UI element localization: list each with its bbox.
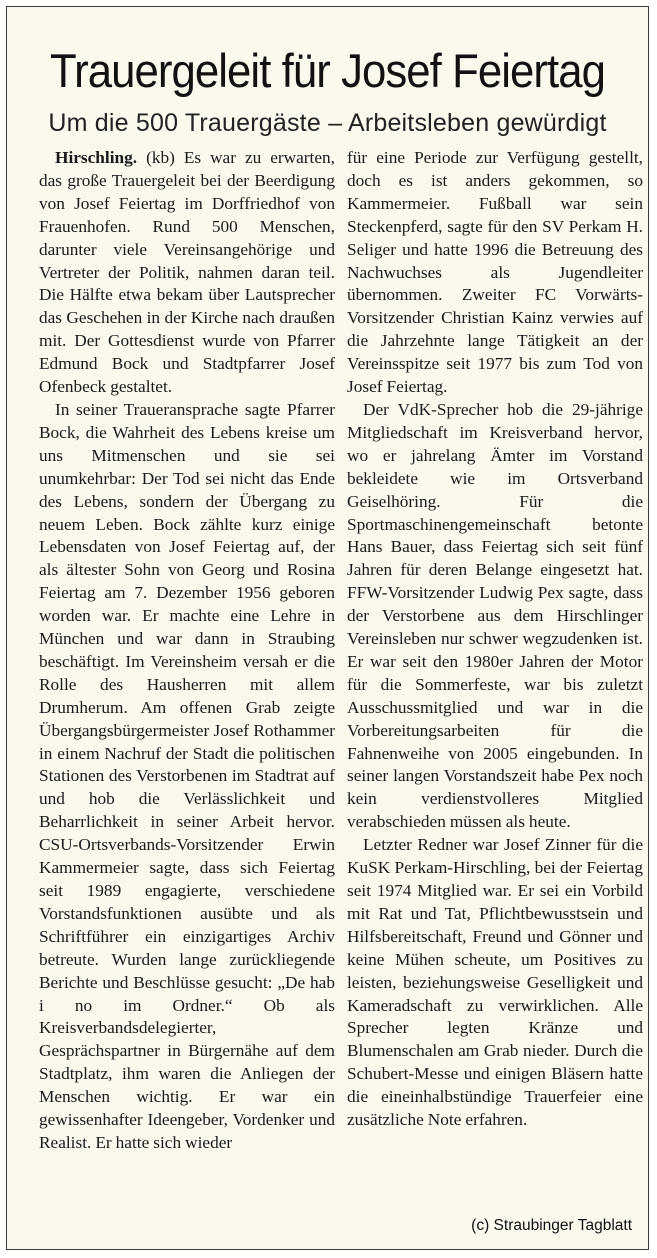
paragraph-text: (kb) Es war zu erwarten, das große Trauergeleit bei der Beerdigung von Josef Feiertag im Dorffriedhof von Frauenhofen. Rund 500 Menschen, darunter viele Vereinsangehörige und Vertreter der Politik, nahmen daran teil. Die Hälfte etwa bekam über Lautsprecher das Geschehen in der Kirche nach draußen mit. Der Gottesdienst wurde von Pfarrer Edmund Bock und Stadtpfarrer Josef Ofenbeck gestaltet. (39, 148, 335, 397)
headline: Trauergeleit für Josef Feiertag (49, 44, 606, 97)
article-clipping (6, 6, 649, 1250)
dateline: Hirschling. (55, 148, 138, 167)
paragraph: Der VdK-Sprecher hob die 29-jährige Mitgliedschaft im Kreisverband hervor, wo er jahrelang Ämter im Vorstand bekleidete wie im Ortsverband Geiselhöring. Für die Sportmaschinengemeinschaft betonte Hans Bauer, dass Feiertag sich seit fünf Jahren für deren Belange eingesetzt hat. FFW-Vorsitzender Ludwig Pex sagte, dass der Verstorbene aus dem Hirschlinger Vereinsleben nur schwer wegzudenken ist. Er war seit den 1980er Jahren der Motor für die Sommerfeste, war bis zuletzt Ausschussmitglied und war in die Vorbereitungsarbeiten für die Fahnenweihe von 2005 eingebunden. In seiner langen Vorstandszeit habe Pex noch kein verdienstvolleres Mitglied verabschieden müssen als heute. (347, 399, 643, 832)
subheadline: Um die 500 Trauergäste – Arbeitsleben gewürdigt (48, 109, 607, 137)
paragraph: für eine Periode zur Verfügung gestellt, doch es ist anders gekommen, so Kammermeier. Fußball war sein Steckenpferd, sagte für den SV Perkam H. Seliger und hatte 1996 die Betreuung des Nachwuchses als Jugendleiter übernommen. Zweiter FC Vorwärts-Vorsitzender Christian Kainz verwies auf die Jahrzehnte lange Tätigkeit an der Vereinsspitze seit 1977 bis zum Tod von Josef Feiertag. (347, 148, 643, 397)
paragraph: Letzter Redner war Josef Zinner für die KuSK Perkam-Hirschling, bei der Feiertag seit 1974 Mitglied war. Er sei ein Vorbild mit Rat und Tat, Pflichtbewusstsein und Hilfsbereitschaft, Freund und Gönner und keine Mühen scheute, um Positives zu leisten, beziehungsweise Geselligkeit und Kameradschaft zu verwirklichen. Alle Sprecher legten Kränze und Blumenschalen am Grab nieder. Durch die Schubert-Messe und einigen Bläsern hatte die eineinhalbstündige Trauerfeier eine zusätzliche Note erfahren. (347, 835, 643, 1130)
right-column (347, 147, 643, 1132)
left-column (39, 147, 335, 1155)
copyright-credit: (c) Straubinger Tagblatt (467, 1217, 632, 1235)
paragraph (39, 147, 335, 399)
paragraph: In seiner Traueransprache sagte Pfarrer Bock, die Wahrheit des Lebens kreise um uns Mitmenschen und sie sei unumkehrbar: Der Tod sei nicht das Ende des Lebens, sondern der Übergang zu neuem Leben. Bock zählte kurz einige Lebensdaten von Josef Feiertag auf, der als ältester Sohn von Georg und Rosina Feiertag am 7. Dezember 1956 geboren worden war. Er machte eine Lehre in München und war dann in Straubing beschäftigt. Im Vereinsheim versah er die Rolle des Hausherren mit allem Drumherum. Am offenen Grab zeigte Übergangsbürgermeister Josef Rothammer in einem Nachruf der Stadt die politischen Stationen des Verstorbenen im Stadtrat auf und hob die Verlässlichkeit und Beharrlichkeit in seiner Arbeit hervor. CSU-Ortsverbands-Vorsitzender Erwin Kammermeier sagte, dass sich Feiertag seit 1989 engagierte, verschiedene Vorstandsfunktionen ausübte und als Schriftführer ein einzigartiges Archiv betreute. Wurden lange zurückliegende Berichte und Beschlüsse gesucht: „De hab i no im Ordner.“ Ob als Kreisverbandsdelegierter, Gesprächspartner in Bürgernähe auf dem Stadtplatz, ihm waren die Anliegen der Menschen wichtig. Er war ein gewissenhafter Ideengeber, Vordenker und Realist. Er hatte sich wieder (39, 399, 335, 1152)
